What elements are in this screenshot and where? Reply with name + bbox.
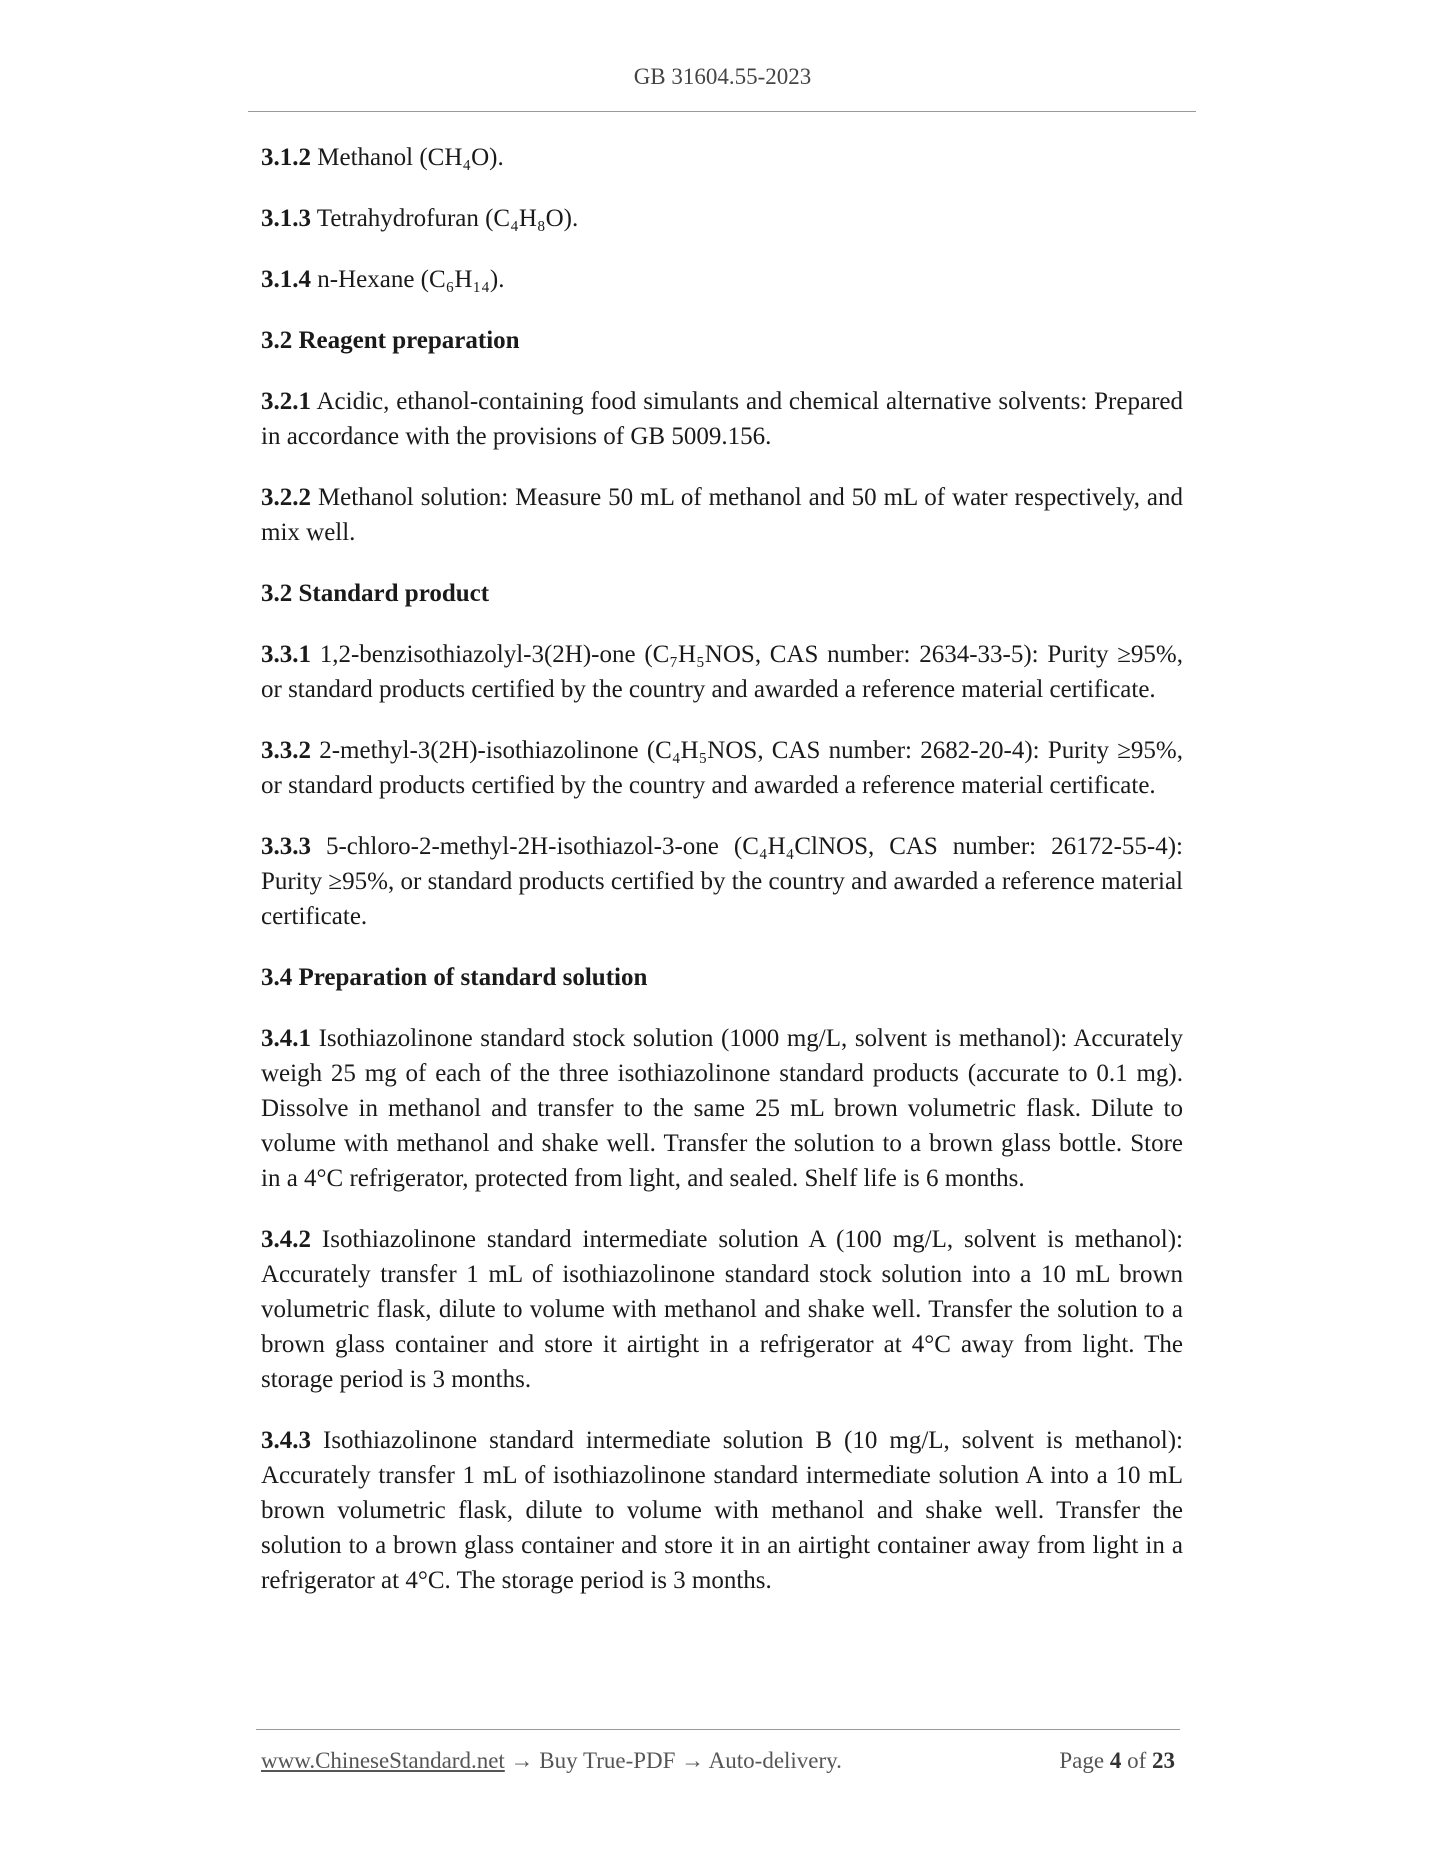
clause-3-3-1: [261, 637, 1183, 707]
clause-text: Methanol (CH₄O).: [311, 144, 504, 171]
clause-3-4-2: [261, 1222, 1183, 1397]
footer-divider: [256, 1729, 1180, 1730]
clause-text: Isothiazolinone standard intermediate solution B (10 mg/L, solvent is methanol): Accurately transfer 1 mL of isothiazolinone standard intermediate solution A into a 10 mL brown volumetric flask, dilute to volume with methanol and shake well. Transfer the solution to a brown glass container and store it in an airtight container away from light in a refrigerator at 4°C. The storage period is 3 months.: [261, 1427, 1183, 1594]
clause-number: 3.4.1: [261, 1025, 311, 1052]
clause-3-4-3: [261, 1423, 1183, 1598]
section-heading-standard-product: 3.2 Standard product: [261, 580, 490, 607]
clause-3-2-1: [261, 384, 1183, 454]
clause-3-4-1: [261, 1021, 1183, 1196]
clause-3-1-4: [261, 262, 1183, 297]
clause-3-2-2: [261, 480, 1183, 550]
clause-3-3-3: [261, 829, 1183, 934]
clause-number: 3.3.2: [261, 737, 311, 764]
page-indicator: [1059, 1748, 1175, 1774]
clause-3-1-3: [261, 201, 1183, 236]
clause-text: Isothiazolinone standard intermediate solution A (100 mg/L, solvent is methanol): Accurately transfer 1 mL of isothiazolinone standard stock solution into a 10 mL brown volumetric flask, dilute to volume with methanol and shake well. Transfer the solution to a brown glass container and store it airtight in a refrigerator at 4°C away from light. The storage period is 3 months.: [261, 1226, 1183, 1393]
section-heading-standard-solution: 3.4 Preparation of standard solution: [261, 964, 648, 991]
clause-number: 3.1.3: [261, 205, 311, 232]
clause-text: 5-chloro-2-methyl-2H-isothiazol-3-one (C₄H₄ClNOS, CAS number: 26172-55-4): Purity ≥95%, or standard products certified by the country and awarded a reference material certificate.: [261, 833, 1183, 930]
page-header: GB 31604.55-2023: [633, 64, 812, 89]
current-page-number: 4: [1109, 1748, 1122, 1773]
total-page-number: 23: [1152, 1748, 1175, 1773]
footer-promo: [261, 1748, 842, 1774]
clause-number: 3.4.2: [261, 1226, 311, 1253]
clause-text: Tetrahydrofuran (C₄H₈O).: [311, 205, 579, 232]
footer-tagline: → Buy True-PDF → Auto-delivery.: [504, 1748, 842, 1773]
clause-3-1-2: [261, 140, 1183, 175]
page-label: Page: [1059, 1748, 1110, 1773]
page-of-label: of: [1121, 1748, 1152, 1773]
clause-number: 3.1.4: [261, 266, 311, 293]
clause-number: 3.4.3: [261, 1427, 311, 1454]
clause-number: 3.3.1: [261, 641, 311, 668]
clause-text: Acidic, ethanol-containing food simulants and chemical alternative solvents: Prepared in accordance with the provisions of GB 5009.156.: [261, 388, 1183, 450]
document-body: [261, 140, 1183, 1624]
clause-text: 2-methyl-3(2H)-isothiazolinone (C₄H₅NOS, CAS number: 2682-20-4): Purity ≥95%, or standard products certified by the country and awarded a reference material certificate.: [261, 737, 1183, 799]
clause-number: 3.2.2: [261, 484, 311, 511]
website-link[interactable]: www.ChineseStandard.net: [261, 1748, 505, 1773]
clause-number: 3.3.3: [261, 833, 311, 860]
clause-3-3-2: [261, 733, 1183, 803]
clause-text: n-Hexane (C₆H₁₄).: [311, 266, 505, 293]
section-heading-reagent-preparation: 3.2 Reagent preparation: [261, 327, 520, 354]
clause-number: 3.1.2: [261, 144, 311, 171]
clause-number: 3.2.1: [261, 388, 311, 415]
clause-text: Methanol solution: Measure 50 mL of methanol and 50 mL of water respectively, and mix well.: [261, 484, 1183, 546]
header-divider: [248, 111, 1196, 112]
clause-text: Isothiazolinone standard stock solution (1000 mg/L, solvent is methanol): Accurately weigh 25 mg of each of the three isothiazolinone standard products (accurate to 0.1 mg). Dissolve in methanol and transfer to the same 25 mL brown volumetric flask. Dilute to volume with methanol and shake well. Transfer the solution to a brown glass bottle. Store in a 4°C refrigerator, protected from light, and sealed. Shelf life is 6 months.: [261, 1025, 1183, 1192]
clause-text: 1,2-benzisothiazolyl-3(2H)-one (C₇H₅NOS, CAS number: 2634-33-5): Purity ≥95%, or standard products certified by the country and awarded a reference material certificate.: [261, 641, 1183, 703]
